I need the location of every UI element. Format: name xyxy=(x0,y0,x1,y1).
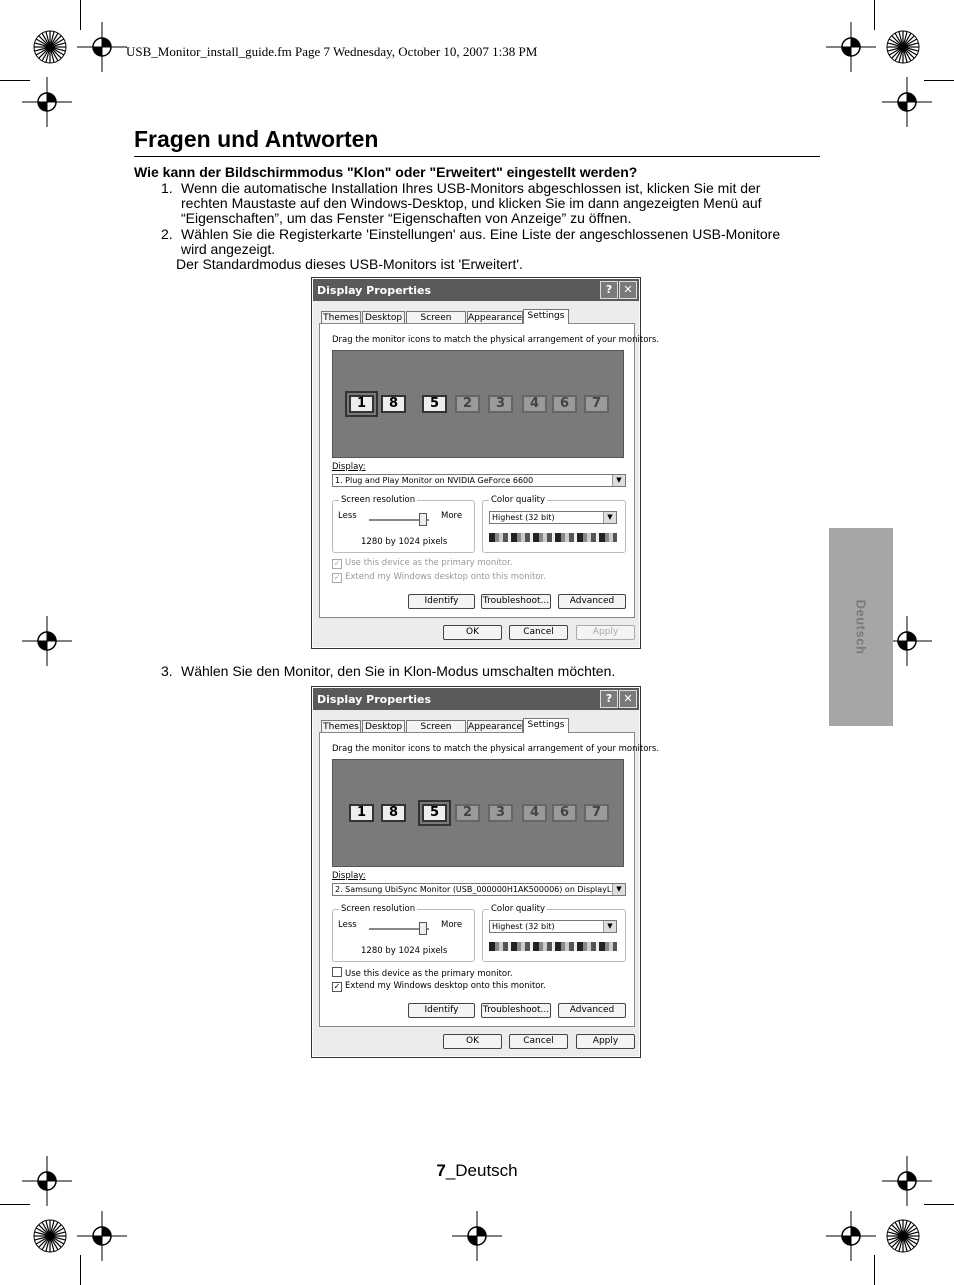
monitor-icon-1[interactable]: 1 xyxy=(349,395,374,413)
color-quality-value: Highest (32 bit) xyxy=(492,513,555,522)
checkbox-box: ✓ xyxy=(333,573,341,582)
display-label: Display: xyxy=(332,462,366,472)
checkbox-box xyxy=(332,967,342,977)
dialog-body xyxy=(313,710,660,1056)
chevron-down-icon: ▼ xyxy=(612,475,625,486)
registration-crosshair-icon xyxy=(22,77,72,127)
drag-instruction: Drag the monitor icons to match the physical arrangement of your monitors. xyxy=(332,744,660,754)
checkbox-box: ✓ xyxy=(333,982,341,991)
cancel-button[interactable]: Cancel xyxy=(509,1034,568,1049)
step-3 xyxy=(161,664,841,680)
close-button[interactable]: ✕ xyxy=(619,281,637,299)
monitor-icon-2[interactable]: 2 xyxy=(455,395,480,413)
identify-button[interactable]: Identify xyxy=(408,1003,475,1018)
trim-line xyxy=(874,0,875,30)
step-line: rechten Maustaste auf den Windows-Desktop, und klicken Sie im dann angezeigten Menü auf xyxy=(181,195,762,211)
tab-settings[interactable]: Settings xyxy=(523,718,569,733)
dialog-title: Display Properties xyxy=(317,693,432,706)
primary-monitor-label: Use this device as the primary monitor. xyxy=(345,969,513,979)
color-quality-group xyxy=(482,904,626,962)
color-sample-bar xyxy=(489,533,617,542)
tab-themes[interactable]: Themes xyxy=(321,720,361,732)
resolution-value: 1280 by 1024 pixels xyxy=(361,946,448,956)
color-sample-bar xyxy=(489,942,617,951)
more-label: More xyxy=(441,511,463,521)
registration-crosshair-icon xyxy=(452,1211,502,1261)
step-line: Wenn die automatische Installation Ihres USB-Monitors abgeschlossen ist, klicken Sie mit der xyxy=(181,180,761,196)
chevron-down-icon: ▼ xyxy=(603,921,616,932)
chevron-down-icon: ▼ xyxy=(603,512,616,523)
monitor-icon-4[interactable]: 4 xyxy=(522,804,547,822)
monitor-icon-3[interactable]: 3 xyxy=(488,395,513,413)
registration-crosshair-icon xyxy=(77,1211,127,1261)
registration-crosshair-icon xyxy=(882,77,932,127)
tab-appearance[interactable]: Appearance xyxy=(468,722,523,732)
step-1 xyxy=(161,181,841,227)
color-quality-value: Highest (32 bit) xyxy=(492,922,555,931)
registration-starburst-icon xyxy=(25,1211,75,1261)
color-quality-select[interactable] xyxy=(489,511,617,524)
screen-resolution-group xyxy=(332,904,475,962)
title-bar xyxy=(313,688,639,710)
trim-line xyxy=(924,1204,954,1205)
trim-line xyxy=(80,1255,81,1285)
registration-crosshair-icon xyxy=(826,1211,876,1261)
trim-line xyxy=(0,1204,30,1205)
drag-instruction: Drag the monitor icons to match the physical arrangement of your monitors. xyxy=(332,335,660,345)
step-2 xyxy=(161,227,841,257)
display-label: Display: xyxy=(332,871,366,881)
step-line: Wählen Sie den Monitor, den Sie in Klon-Modus umschalten möchten. xyxy=(181,663,616,679)
display-select[interactable] xyxy=(332,883,626,896)
trim-line xyxy=(874,1255,875,1285)
tab-settings[interactable]: Settings xyxy=(523,309,569,324)
registration-crosshair-icon xyxy=(22,616,72,666)
screen-resolution-title: Screen resolution xyxy=(341,904,416,914)
color-quality-select[interactable] xyxy=(489,920,617,933)
dialog-body xyxy=(313,301,660,647)
display-select-value: 1. Plug and Play Monitor on NVIDIA GeForce 6600 xyxy=(335,476,534,485)
monitor-icon-8[interactable]: 8 xyxy=(381,395,406,413)
monitor-icon-7[interactable]: 7 xyxy=(584,395,609,413)
chevron-down-icon: ▼ xyxy=(612,884,625,895)
screen-resolution-title: Screen resolution xyxy=(341,495,416,505)
extend-desktop-checkbox[interactable] xyxy=(332,981,546,992)
screen-resolution-group xyxy=(332,495,475,553)
tab-screen-saver[interactable]: Screen xyxy=(406,311,466,323)
settings-panel xyxy=(319,732,660,1027)
monitor-icon-6[interactable]: 6 xyxy=(552,395,577,413)
step-line: “Eigenschaften”, um das Fenster “Eigenschaften von Anzeige” zu öffnen. xyxy=(181,210,632,226)
color-quality-title: Color quality xyxy=(491,904,545,914)
color-quality-group xyxy=(482,495,626,553)
advanced-button[interactable]: Advanced xyxy=(558,1003,626,1018)
resolution-slider-thumb[interactable] xyxy=(419,922,427,935)
step-line: Wählen Sie die Registerkarte 'Einstellungen' aus. Eine Liste der angeschlossenen USB-Monitore xyxy=(181,226,781,242)
display-properties-dialog-1 xyxy=(311,277,660,649)
monitor-icon-1[interactable]: 1 xyxy=(349,804,374,822)
primary-monitor-checkbox[interactable] xyxy=(332,967,513,979)
tab-desktop[interactable]: Desktop xyxy=(362,311,405,323)
side-tab-label: Deutsch xyxy=(853,599,869,655)
cancel-button[interactable]: Cancel xyxy=(509,625,568,640)
help-button[interactable]: ? xyxy=(600,690,618,708)
color-quality-title: Color quality xyxy=(491,495,545,505)
question-heading: Wie kann der Bildschirmmodus "Klon" oder "Erweitert" eingestellt werden? xyxy=(134,164,638,180)
ok-button[interactable]: OK xyxy=(443,625,502,640)
registration-starburst-icon xyxy=(878,1211,928,1261)
trim-line xyxy=(924,80,954,81)
monitor-icon-6[interactable]: 6 xyxy=(552,804,577,822)
extend-desktop-checkbox[interactable] xyxy=(332,572,546,583)
tab-appearance[interactable]: Appearance xyxy=(468,313,523,323)
close-button[interactable]: ✕ xyxy=(619,690,637,708)
registration-starburst-icon xyxy=(878,22,928,72)
monitor-icon-8[interactable]: 8 xyxy=(381,804,406,822)
title-bar xyxy=(313,279,639,301)
advanced-button[interactable]: Advanced xyxy=(558,594,626,609)
monitor-arrangement-area xyxy=(332,759,624,867)
ok-button[interactable]: OK xyxy=(443,1034,502,1049)
extend-desktop-label: Extend my Windows desktop onto this monitor. xyxy=(345,572,546,582)
monitor-arrangement-area xyxy=(332,350,624,458)
monitor-icon-7[interactable]: 7 xyxy=(584,804,609,822)
step-number: 3. xyxy=(161,663,173,679)
tab-themes[interactable]: Themes xyxy=(321,311,361,323)
trim-line xyxy=(80,0,81,30)
trim-line xyxy=(0,80,30,81)
page-number: 7 xyxy=(436,1161,446,1180)
footer-language: _Deutsch xyxy=(445,1161,518,1180)
troubleshoot-button[interactable]: Troubleshoot... xyxy=(481,594,551,609)
dialog-title: Display Properties xyxy=(317,284,432,297)
step-number: 1. xyxy=(161,180,173,196)
monitor-icon-3[interactable]: 3 xyxy=(488,804,513,822)
monitor-icon-5[interactable]: 5 xyxy=(422,804,447,822)
extend-desktop-label: Extend my Windows desktop onto this monitor. xyxy=(345,981,546,991)
help-button[interactable]: ? xyxy=(600,281,618,299)
checkbox-box: ✓ xyxy=(333,559,341,568)
step-line: wird angezeigt. xyxy=(181,241,276,257)
step-number: 2. xyxy=(161,226,173,242)
primary-monitor-label: Use this device as the primary monitor. xyxy=(345,558,513,568)
identify-button[interactable]: Identify xyxy=(408,594,475,609)
registration-starburst-icon xyxy=(25,22,75,72)
page-footer xyxy=(0,1161,954,1181)
title-rule xyxy=(134,156,820,157)
default-mode-note: Der Standardmodus dieses USB-Monitors ist 'Erweitert'. xyxy=(176,256,523,272)
troubleshoot-button[interactable]: Troubleshoot... xyxy=(481,1003,551,1018)
less-label: Less xyxy=(338,920,357,930)
display-properties-dialog-2 xyxy=(311,686,660,1058)
more-label: More xyxy=(441,920,463,930)
display-select[interactable] xyxy=(332,474,626,487)
settings-panel xyxy=(319,323,660,618)
display-select-value: 2. Samsung UbiSync Monitor (USB_000000H1AK500006) on DisplayL xyxy=(335,885,612,894)
apply-button[interactable]: Apply xyxy=(576,1034,635,1049)
registration-crosshair-icon xyxy=(826,22,876,72)
primary-monitor-checkbox[interactable] xyxy=(332,558,513,569)
monitor-icon-2[interactable]: 2 xyxy=(455,804,480,822)
registration-crosshair-icon xyxy=(77,22,127,72)
monitor-icon-5[interactable]: 5 xyxy=(422,395,447,413)
tab-desktop[interactable]: Desktop xyxy=(362,720,405,732)
monitor-icon-4[interactable]: 4 xyxy=(522,395,547,413)
resolution-value: 1280 by 1024 pixels xyxy=(361,537,448,547)
page-title: Fragen und Antworten xyxy=(134,126,379,152)
print-header: USB_Monitor_install_guide.fm Page 7 Wednesday, October 10, 2007 1:38 PM xyxy=(126,44,538,59)
language-side-tab xyxy=(829,528,893,726)
less-label: Less xyxy=(338,511,357,521)
tab-screen-saver[interactable]: Screen xyxy=(406,720,466,732)
apply-button[interactable]: Apply xyxy=(576,625,635,640)
resolution-slider-thumb[interactable] xyxy=(419,513,427,526)
